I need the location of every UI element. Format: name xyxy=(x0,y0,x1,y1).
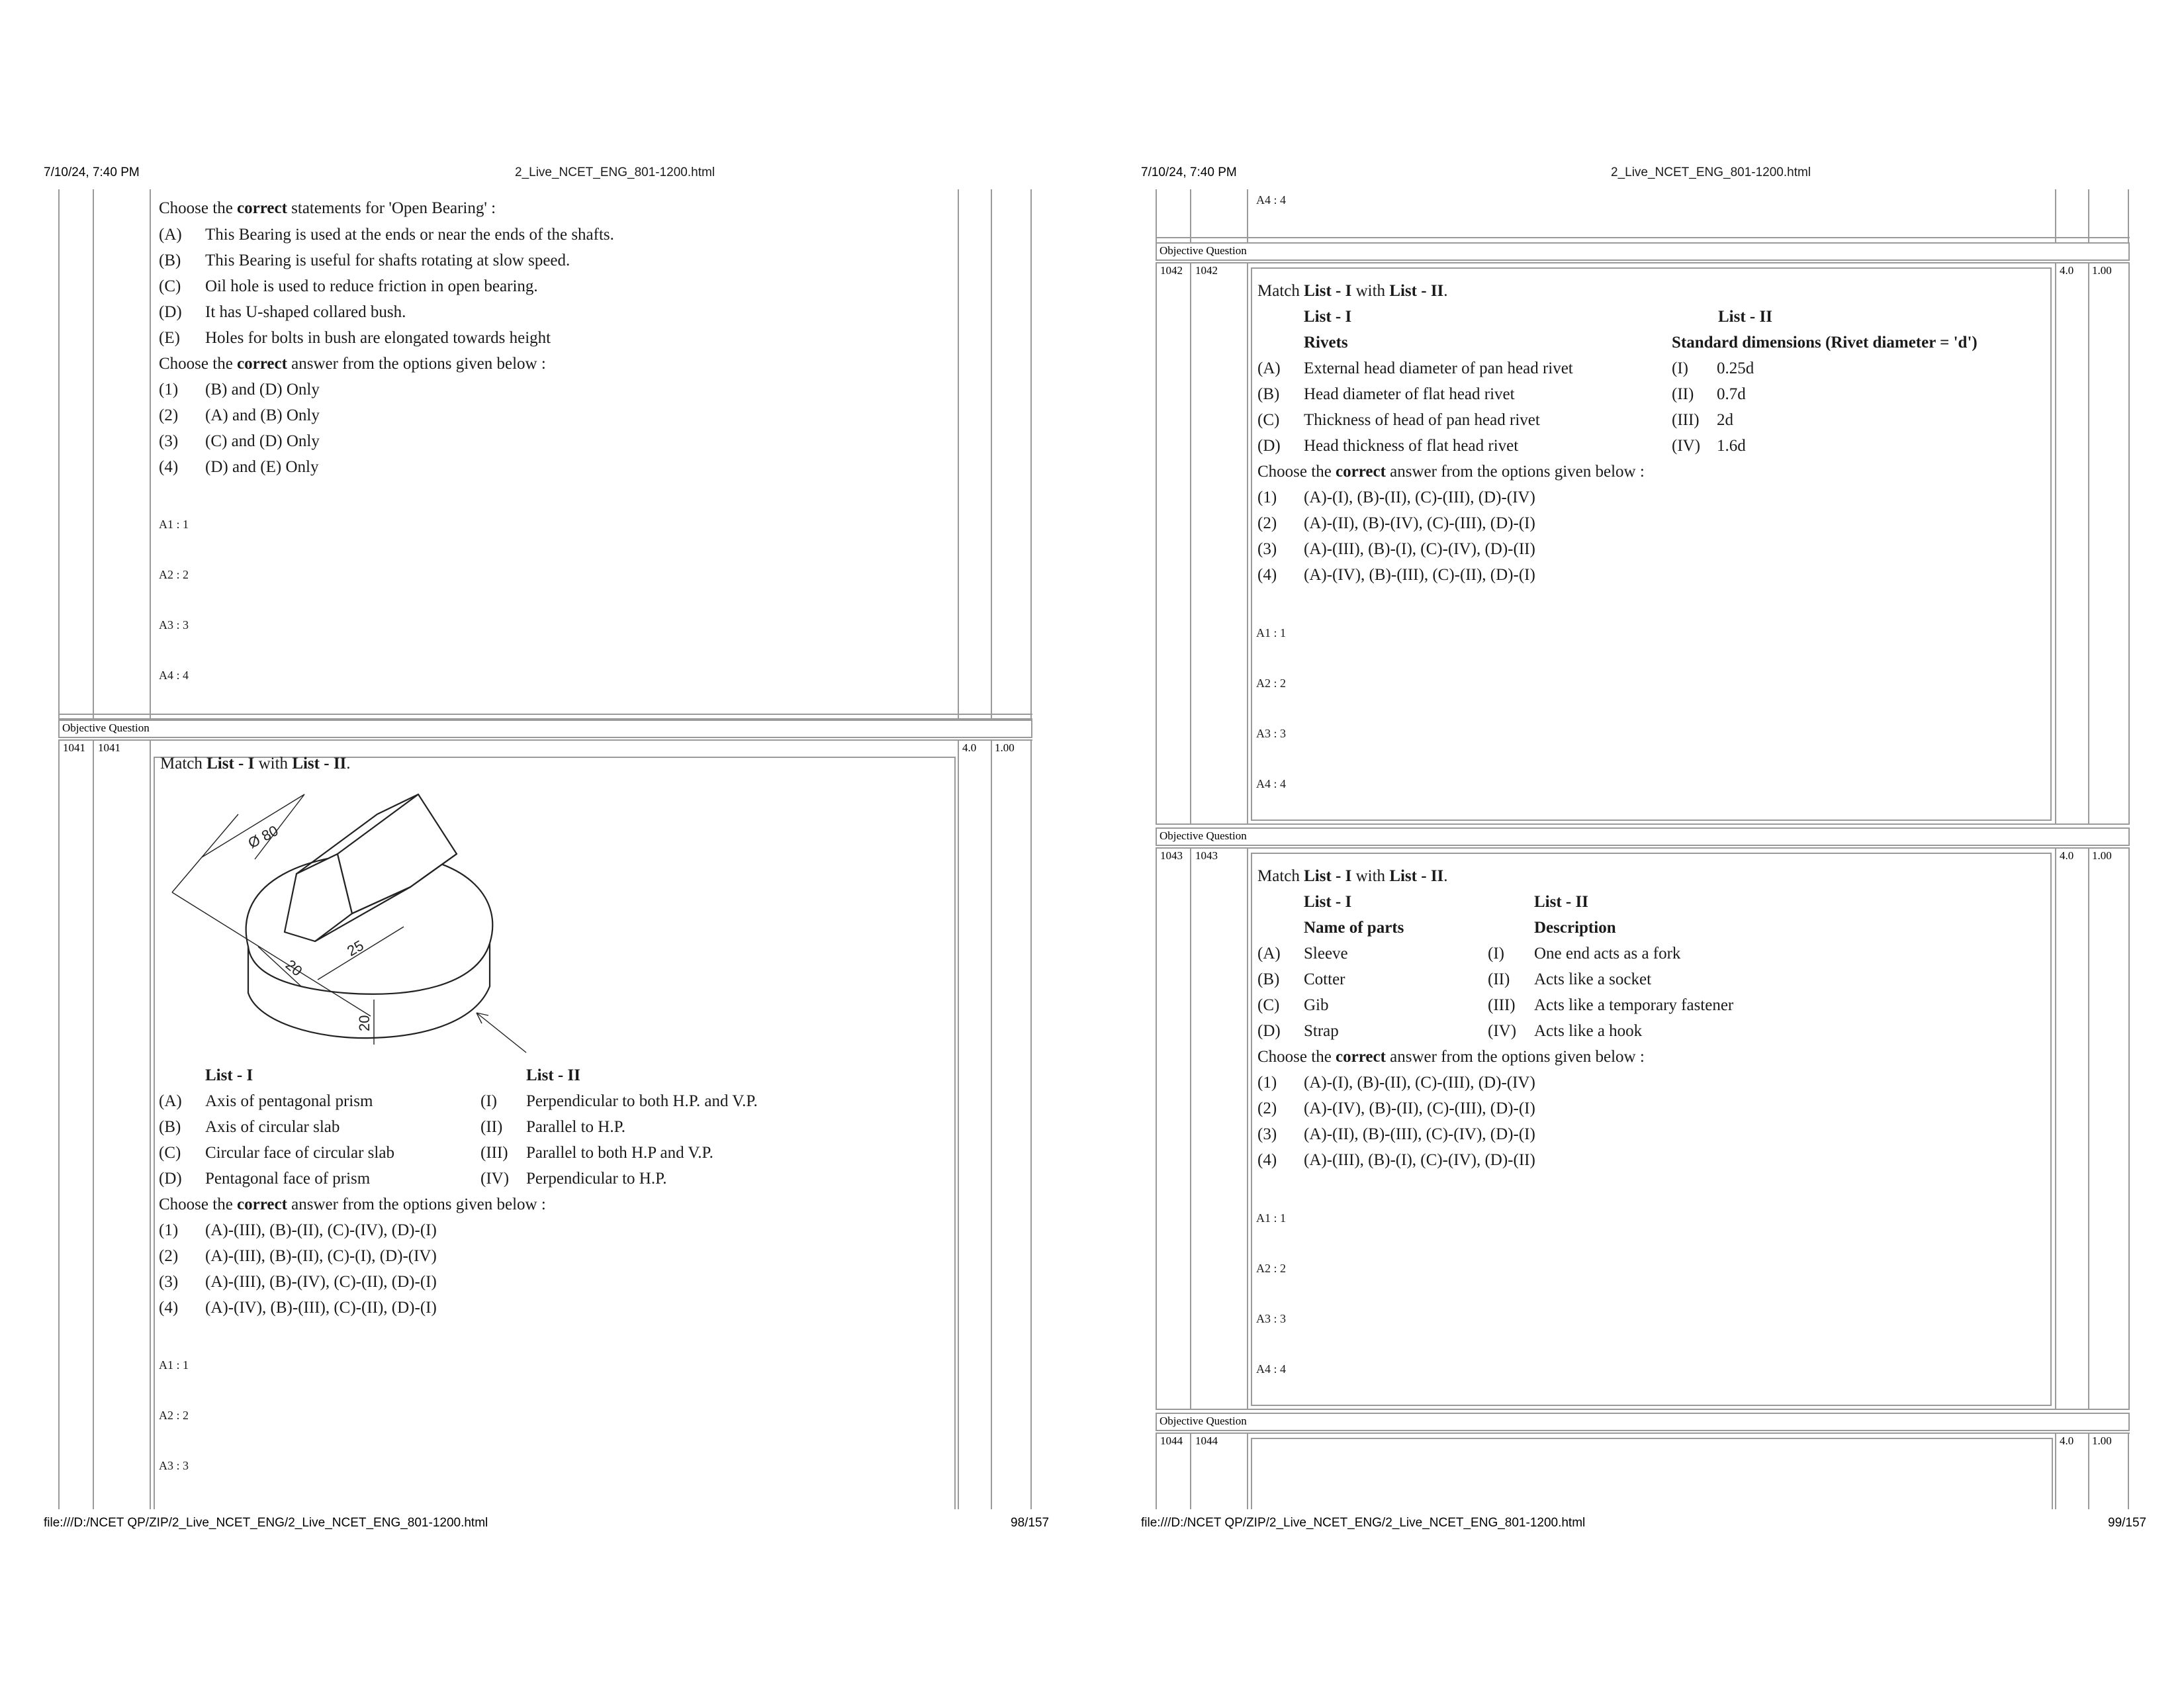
table-border xyxy=(93,189,94,719)
row-description: One end acts as a fork xyxy=(1534,945,1681,962)
statement-label: (E) xyxy=(159,329,180,347)
statement-text: This Bearing is useful for shafts rotating at slow speed. xyxy=(205,252,570,269)
row-description: Perpendicular to H.P. xyxy=(526,1170,667,1188)
table-border xyxy=(2128,189,2129,242)
question-type-row xyxy=(1156,827,2130,846)
table-border xyxy=(2088,262,2089,825)
row-item: Axis of circular slab xyxy=(205,1118,340,1136)
row-label: (A) xyxy=(159,1092,182,1110)
option-text: (C) and (D) Only xyxy=(205,432,320,450)
prism-top-faces xyxy=(338,794,457,914)
row-item: Strap xyxy=(1304,1022,1339,1040)
question-type-label: Objective Question xyxy=(62,722,150,734)
option-text: (A)-(I), (B)-(II), (C)-(III), (D)-(IV) xyxy=(1304,1074,1535,1092)
table-border xyxy=(58,739,60,1509)
table-border xyxy=(1156,1432,1157,1509)
option-label: (4) xyxy=(1257,1151,1277,1169)
table-border xyxy=(1190,847,1191,1410)
list2-heading: List - II xyxy=(1534,893,1588,911)
marks: 4.0 xyxy=(962,741,977,754)
table-border xyxy=(958,189,959,719)
list2-subheading: Standard dimensions (Rivet diameter = 'd') xyxy=(1672,334,1978,352)
statement-label: (B) xyxy=(159,252,181,269)
option-text: (A) and (B) Only xyxy=(205,406,320,424)
table-border xyxy=(2055,847,2056,1410)
answer-choice: A4 : 4 xyxy=(159,669,189,682)
marks: 4.0 xyxy=(2060,1434,2074,1447)
table-border xyxy=(1247,189,1248,242)
row-roman: (IV) xyxy=(1672,437,1701,455)
table-border xyxy=(2088,189,2089,242)
dim-label-diameter: Ø 80 xyxy=(245,821,281,852)
page-file-title: 2_Live_NCET_ENG_801-1200.html xyxy=(515,165,715,179)
table-border xyxy=(2088,1432,2089,1509)
row-label: (D) xyxy=(1257,1022,1281,1040)
option-text: (A)-(III), (B)-(I), (C)-(IV), (D)-(II) xyxy=(1304,540,1535,558)
option-text: (A)-(I), (B)-(II), (C)-(III), (D)-(IV) xyxy=(1304,489,1535,506)
question-id: 1043 xyxy=(1195,849,1218,862)
question-type-row xyxy=(1156,242,2130,261)
answer-choice: A2 : 2 xyxy=(159,1409,189,1422)
row-item: Axis of pentagonal prism xyxy=(205,1092,373,1110)
list1-heading: List - I xyxy=(1304,308,1352,326)
serial-number: 1041 xyxy=(63,741,85,754)
row-label: (A) xyxy=(1257,945,1281,962)
option-text: (A)-(III), (B)-(I), (C)-(IV), (D)-(II) xyxy=(1304,1151,1535,1169)
row-description: 1.6d xyxy=(1717,437,1746,455)
list1-subheading: Rivets xyxy=(1304,334,1348,352)
question-stem: Match List - I with List - II. xyxy=(160,755,351,773)
row-label: (C) xyxy=(1257,411,1280,429)
option-label: (4) xyxy=(159,1299,179,1317)
table-border xyxy=(1190,1432,1191,1509)
option-label: (2) xyxy=(159,406,179,424)
question-stem: Match List - I with List - II. xyxy=(1257,867,1448,885)
row-label: (D) xyxy=(159,1170,182,1188)
list2-subheading: Description xyxy=(1534,919,1616,937)
option-label: (1) xyxy=(1257,489,1277,506)
negative-marks: 1.00 xyxy=(2092,1434,2112,1447)
row-item: Head thickness of flat head rivet xyxy=(1304,437,1519,455)
option-text: (D) and (E) Only xyxy=(205,458,319,476)
answer-choice: A4 : 4 xyxy=(1256,777,1286,790)
table-border xyxy=(991,189,992,719)
row-label: (C) xyxy=(1257,996,1280,1014)
answer-choice: A4 : 4 xyxy=(1256,1362,1286,1376)
question-type-label: Objective Question xyxy=(1160,829,1247,842)
row-description: Acts like a socket xyxy=(1534,970,1652,988)
row-item: Pentagonal face of prism xyxy=(205,1170,371,1188)
option-label: (3) xyxy=(159,1273,179,1291)
table-border xyxy=(1156,189,1157,242)
option-text: (A)-(III), (B)-(II), (C)-(I), (D)-(IV) xyxy=(205,1247,437,1265)
page-file-title: 2_Live_NCET_ENG_801-1200.html xyxy=(1611,165,1811,179)
choose-instruction: Choose the correct answer from the options given below : xyxy=(159,355,546,373)
option-text: (A)-(III), (B)-(IV), (C)-(II), (D)-(I) xyxy=(205,1273,437,1291)
page-datetime: 7/10/24, 7:40 PM xyxy=(1141,165,1237,179)
serial-number: 1043 xyxy=(1160,849,1183,862)
table-border xyxy=(2055,189,2056,242)
table-border xyxy=(150,739,151,1509)
dim-label-25: 25 xyxy=(344,937,367,960)
row-item: Circular face of circular slab xyxy=(205,1144,394,1162)
negative-marks: 1.00 xyxy=(995,741,1015,754)
row-label: (B) xyxy=(159,1118,181,1136)
row-description: 0.7d xyxy=(1717,385,1746,403)
marks: 4.0 xyxy=(2060,264,2074,277)
option-text: (B) and (D) Only xyxy=(205,381,320,399)
row-roman: (I) xyxy=(1672,359,1688,377)
row-description: Acts like a hook xyxy=(1534,1022,1643,1040)
table-border xyxy=(954,757,956,1509)
list2-heading: List - II xyxy=(1718,308,1772,326)
row-description: Acts like a temporary fastener xyxy=(1534,996,1734,1014)
serial-number: 1042 xyxy=(1160,264,1183,277)
question-stem: Match List - I with List - II. xyxy=(1257,282,1448,300)
negative-marks: 1.00 xyxy=(2092,849,2112,862)
row-description: 0.25d xyxy=(1717,359,1754,377)
option-text: (A)-(IV), (B)-(II), (C)-(III), (D)-(I) xyxy=(1304,1100,1535,1117)
statement-label: (C) xyxy=(159,277,181,295)
dim-label-height: 20 xyxy=(356,1015,373,1031)
table-border xyxy=(58,714,1032,715)
table-border xyxy=(1251,1438,2052,1439)
table-border xyxy=(958,739,959,1509)
page-datetime: 7/10/24, 7:40 PM xyxy=(44,165,140,179)
option-text: (A)-(II), (B)-(IV), (C)-(III), (D)-(I) xyxy=(1304,514,1535,532)
answer-choice: A1 : 1 xyxy=(159,1358,189,1372)
answer-choice: A1 : 1 xyxy=(1256,1211,1286,1225)
table-border xyxy=(991,739,992,1509)
row-item: Head diameter of flat head rivet xyxy=(1304,385,1515,403)
answer-choice: A3 : 3 xyxy=(159,1459,189,1472)
option-label: (3) xyxy=(1257,1125,1277,1143)
row-roman: (IV) xyxy=(1488,1022,1517,1040)
row-item: Sleeve xyxy=(1304,945,1348,962)
row-item: Thickness of head of pan head rivet xyxy=(1304,411,1540,429)
option-text: (A)-(IV), (B)-(III), (C)-(II), (D)-(I) xyxy=(1304,566,1535,584)
row-label: (B) xyxy=(1257,970,1280,988)
row-roman: (II) xyxy=(1488,970,1510,988)
statement-text: Holes for bolts in bush are elongated towards height xyxy=(205,329,551,347)
choose-instruction: Choose the correct answer from the options given below : xyxy=(1257,463,1645,481)
marks: 4.0 xyxy=(2060,849,2074,862)
question-type-label: Objective Question xyxy=(1160,244,1247,257)
question-id: 1041 xyxy=(98,741,120,754)
row-roman: (I) xyxy=(480,1092,497,1110)
question-type-label: Objective Question xyxy=(1160,1415,1247,1427)
dim-label-20: 20 xyxy=(282,956,306,980)
row-item: Cotter xyxy=(1304,970,1345,988)
question-type-row xyxy=(58,720,1032,738)
table-border xyxy=(58,739,1032,741)
row-roman: (I) xyxy=(1488,945,1504,962)
table-border xyxy=(1251,1438,1252,1509)
dim-line xyxy=(255,794,304,859)
row-item: Gib xyxy=(1304,996,1329,1014)
table-border xyxy=(58,189,60,719)
row-description: Parallel to H.P. xyxy=(526,1118,625,1136)
option-text: (A)-(II), (B)-(III), (C)-(IV), (D)-(I) xyxy=(1304,1125,1535,1143)
statement-text: This Bearing is used at the ends or near the ends of the shafts. xyxy=(205,226,614,244)
row-description: Parallel to both H.P and V.P. xyxy=(526,1144,713,1162)
table-border xyxy=(1156,237,2130,238)
table-border xyxy=(1247,262,1248,825)
table-border xyxy=(1030,739,1032,1509)
question-id: 1044 xyxy=(1195,1434,1218,1447)
row-label: (B) xyxy=(1257,385,1280,403)
option-label: (3) xyxy=(1257,540,1277,558)
answer-choice: A2 : 2 xyxy=(1256,677,1286,690)
option-label: (2) xyxy=(1257,1100,1277,1117)
table-border xyxy=(1190,189,1191,242)
page-number: 98/157 xyxy=(1011,1516,1050,1530)
table-border xyxy=(2055,262,2056,825)
row-roman: (IV) xyxy=(480,1170,510,1188)
negative-marks: 1.00 xyxy=(2092,264,2112,277)
view-arrow xyxy=(477,1013,526,1053)
option-label: (3) xyxy=(159,432,179,450)
option-label: (4) xyxy=(1257,566,1277,584)
row-roman: (III) xyxy=(1488,996,1516,1014)
table-border xyxy=(1247,1432,1248,1509)
row-label: (C) xyxy=(159,1144,181,1162)
choose-instruction: Choose the correct answer from the options given below : xyxy=(159,1196,546,1213)
option-text: (A)-(IV), (B)-(III), (C)-(II), (D)-(I) xyxy=(205,1299,437,1317)
table-border xyxy=(2088,847,2089,1410)
question-stem: Choose the correct statements for 'Open Bearing' : xyxy=(159,199,496,217)
list2-heading: List - II xyxy=(526,1066,580,1084)
table-border xyxy=(93,739,94,1509)
statement-text: It has U-shaped collared bush. xyxy=(205,303,406,321)
row-label: (D) xyxy=(1257,437,1281,455)
option-label: (2) xyxy=(1257,514,1277,532)
choose-instruction: Choose the correct answer from the options given below : xyxy=(1257,1048,1645,1066)
option-text: (A)-(III), (B)-(II), (C)-(IV), (D)-(I) xyxy=(205,1221,437,1239)
question-type-row xyxy=(1156,1413,2130,1431)
answer-choice: A2 : 2 xyxy=(1256,1262,1286,1275)
row-description: Perpendicular to both H.P. and V.P. xyxy=(526,1092,758,1110)
option-label: (2) xyxy=(159,1247,179,1265)
page-number: 99/157 xyxy=(2108,1516,2147,1530)
option-label: (1) xyxy=(1257,1074,1277,1092)
answer-choice: A1 : 1 xyxy=(159,518,189,531)
row-label: (A) xyxy=(1257,359,1281,377)
table-border xyxy=(2055,1432,2056,1509)
answer-choice: A1 : 1 xyxy=(1256,626,1286,639)
table-border xyxy=(1247,847,1248,1410)
table-border xyxy=(1190,262,1191,825)
row-roman: (II) xyxy=(1672,385,1694,403)
answer-choice: A4 : 4 xyxy=(1256,193,1286,207)
table-border xyxy=(1156,1432,2130,1434)
statement-label: (D) xyxy=(159,303,182,321)
row-roman: (III) xyxy=(480,1144,508,1162)
list1-heading: List - I xyxy=(205,1066,253,1084)
option-label: (1) xyxy=(159,1221,179,1239)
page-file-path: file:///D:/NCET QP/ZIP/2_Live_NCET_ENG/2_Live_NCET_ENG_801-1200.html xyxy=(1141,1516,1586,1530)
answer-choice: A2 : 2 xyxy=(159,568,189,581)
table-border xyxy=(2052,1438,2053,1509)
dim-line xyxy=(172,814,238,892)
question-id: 1042 xyxy=(1195,264,1218,277)
row-roman: (II) xyxy=(480,1118,503,1136)
row-roman: (III) xyxy=(1672,411,1700,429)
statement-text: Oil hole is used to reduce friction in open bearing. xyxy=(205,277,538,295)
isometric-figure xyxy=(159,788,569,1066)
option-label: (1) xyxy=(159,381,179,399)
list1-subheading: Name of parts xyxy=(1304,919,1404,937)
table-border xyxy=(150,189,151,719)
statement-label: (A) xyxy=(159,226,182,244)
serial-number: 1044 xyxy=(1160,1434,1183,1447)
table-border xyxy=(1030,189,1032,719)
answer-choice: A3 : 3 xyxy=(1256,1312,1286,1325)
answer-choice: A3 : 3 xyxy=(159,618,189,632)
answer-choice: A3 : 3 xyxy=(1256,727,1286,740)
page-file-path: file:///D:/NCET QP/ZIP/2_Live_NCET_ENG/2_Live_NCET_ENG_801-1200.html xyxy=(44,1516,488,1530)
option-label: (4) xyxy=(159,458,179,476)
list1-heading: List - I xyxy=(1304,893,1352,911)
row-item: External head diameter of pan head rivet xyxy=(1304,359,1573,377)
table-border xyxy=(2128,1432,2129,1509)
table-border xyxy=(154,757,155,1509)
row-description: 2d xyxy=(1717,411,1733,429)
